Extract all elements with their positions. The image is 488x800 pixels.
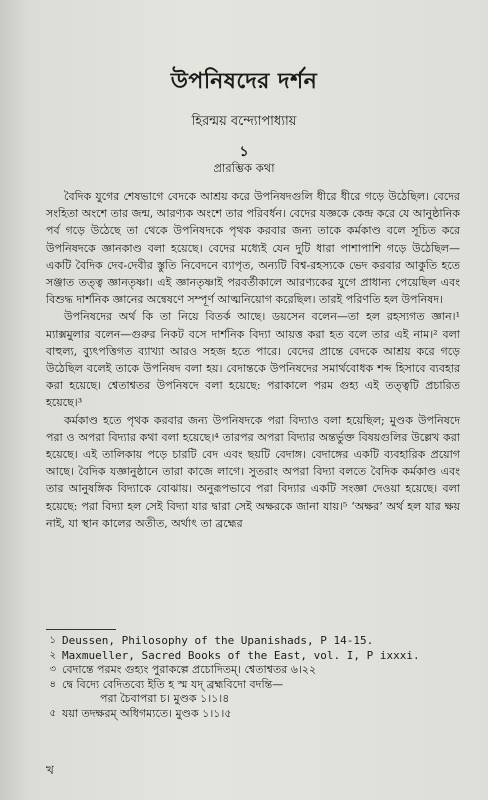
section-number: ১ [239,144,249,160]
footnote-2 [40,649,460,664]
page-number: খ [46,763,54,777]
footnote-4-continuation [40,692,460,707]
footnote-mark: ১ [49,635,56,646]
footnote-1 [40,634,460,649]
body-text [46,188,460,532]
footnote-text: Deussen, Philosophy of the Upanishads, P 14-15. [62,634,374,647]
footnote-5 [40,707,460,722]
footnote-mark: ৩ [49,664,56,676]
footnote-mark: ৫ [49,707,56,719]
footnote-text: পরা চৈবাপরা চ। মুণ্ডক ১।১।৪ [100,692,230,706]
footnote-text: যয়া তদক্ষরম্ অধিগম্যতে। মুণ্ডক ১।১।৫ [62,706,232,720]
footnote-text: Maxmueller, Sacred Books of the East, vol. I, P ixxxi. [62,648,420,662]
page-title: উপনিষদের দর্শন [170,68,318,94]
footnote-mark: ২ [49,649,56,661]
footnotes [40,634,460,722]
author-name: হিরন্ময় বন্দ্যোপাধ্যায় [191,114,297,129]
paragraph-2: উপনিষদের অর্থ কি তা নিয়ে বিতর্ক আছে। ডয়সেন বলেন—তা হল রহস্যগত জ্ঞান।¹ ম্যাক্সমুলার বলেন—গুরুর নিকট বসে দার্শনিক বিদ্যা আয়ত্ত করা হত বলে তার এই নাম।² বলা বাহুল্য, ব্যুৎপত্তিগত ব্যাখ্যা আরও সহজ হতে পারে। বেদের প্রান্তে বেদকে আশ্রয় করে গড়ে উঠেছিল বলেই তাকে উপনিষদ বলা হয়। বেদান্তকে উপনিষদের সমার্থবোধক শব্দ হিসাবে ব্যবহার করা হয়েছে। শ্বেতাশ্বতর উপনিষদে বলা হয়েছে: পরাকালে পরম গুহ্য এই তত্ত্বটি প্রচারিত হয়েছে।³ [46,310,460,410]
section-title: প্রারম্ভিক কথা [213,161,275,175]
footnote-4 [40,678,460,693]
footnote-3 [40,663,460,678]
paragraph-3: কর্মকাণ্ড হতে পৃথক করবার জন্য উপনিষদকে পরা বিদ্যাও বলা হয়েছিল; মুণ্ডক উপনিষদে পরা ও অপরা বিদ্যার কথা বলা হয়েছে।⁴ তারপর অপরা বিদ্যার অন্তর্ভুক্ত বিষয়গুলির উল্লেখ করা হয়েছে। এই তালিকায় পড়ে চারটি বেদ এবং ছয়টি বেদাঙ্গ। বেদাঙ্গের একটি ব্যবহারিক প্রয়োগ আছে। বৈদিক যজ্ঞানুষ্ঠানে তারা কাজে লাগে। সুতরাং অপরা বিদ্যা বলতে বৈদিক কর্মকাণ্ড এবং তার আনুষঙ্গিক বিদ্যাকে বোঝায়। অনুরূপভাবে পরা বিদ্যার একটি সংজ্ঞা দেওয়া হয়েছে। বলা হয়েছে: পরা বিদ্যা হল সেই বিদ্যা যার দ্বারা সেই অক্ষরকে জানা যায়।⁵ ‘অক্ষর’ অর্থ হল যার ক্ষয় নাই, যা স্থান কালের অতীত, অর্থাৎ তা ব্রহ্মের [46,413,460,530]
paragraph-1: বৈদিক যুগের শেষভাগে বেদকে আশ্রয় করে উপনিষদগুলি ধীরে ধীরে গড়ে উঠেছিল। বেদের সংহিতা অংশে তার জন্ম, আরণ্যক অংশে তার পরিবর্ধন। বেদের যজ্ঞকে কেন্দ্র করে যে আনুষ্ঠানিক পর্ব গড়ে উঠেছে তা থেকে উপনিষদকে পৃথক করবার জন্য তাকে কর্মকাণ্ড বলে সূচিত করে উপনিষদকে জ্ঞানকাণ্ড বলা হয়েছে। বেদের মধ্যেই যেন দুটি ধারা পাশাপাশি গড়ে উঠেছিল—একটি বৈদিক দেব-দেবীর স্তুতি নিবেদনে ব্যাপৃত, অন্যটি বিশ্ব-রহস্যকে ভেদ করবার আকুতি হতে সঞ্জাত তত্ত্ব জ্ঞানতৃষ্ণা। এই জ্ঞানতৃষ্ণাই পরবর্তীকালে আরণ্যকের যুগে প্রাধান্য পেয়েছিল এবং বিশুদ্ধ দার্শনিক জ্ঞানের অন্বেষণে সম্পূর্ণ আত্মনিয়োগ করেছিল। তারই পরিণতি হল উপনিষদ। [46,190,460,307]
footnote-text: বেদান্তে পরমং গুহ্যং পুরাকল্পে প্রচোদিতম্‌। শ্বেতাশ্বতর ৬।২২ [62,663,317,677]
footnote-text: দ্বে বিদ্যে বেদিতব্যে ইতি হ স্ম যদ্ ব্রহ্মবিদো বদন্তি— [62,677,284,691]
footnote-mark: ৪ [49,678,56,690]
footnote-divider [46,629,116,630]
